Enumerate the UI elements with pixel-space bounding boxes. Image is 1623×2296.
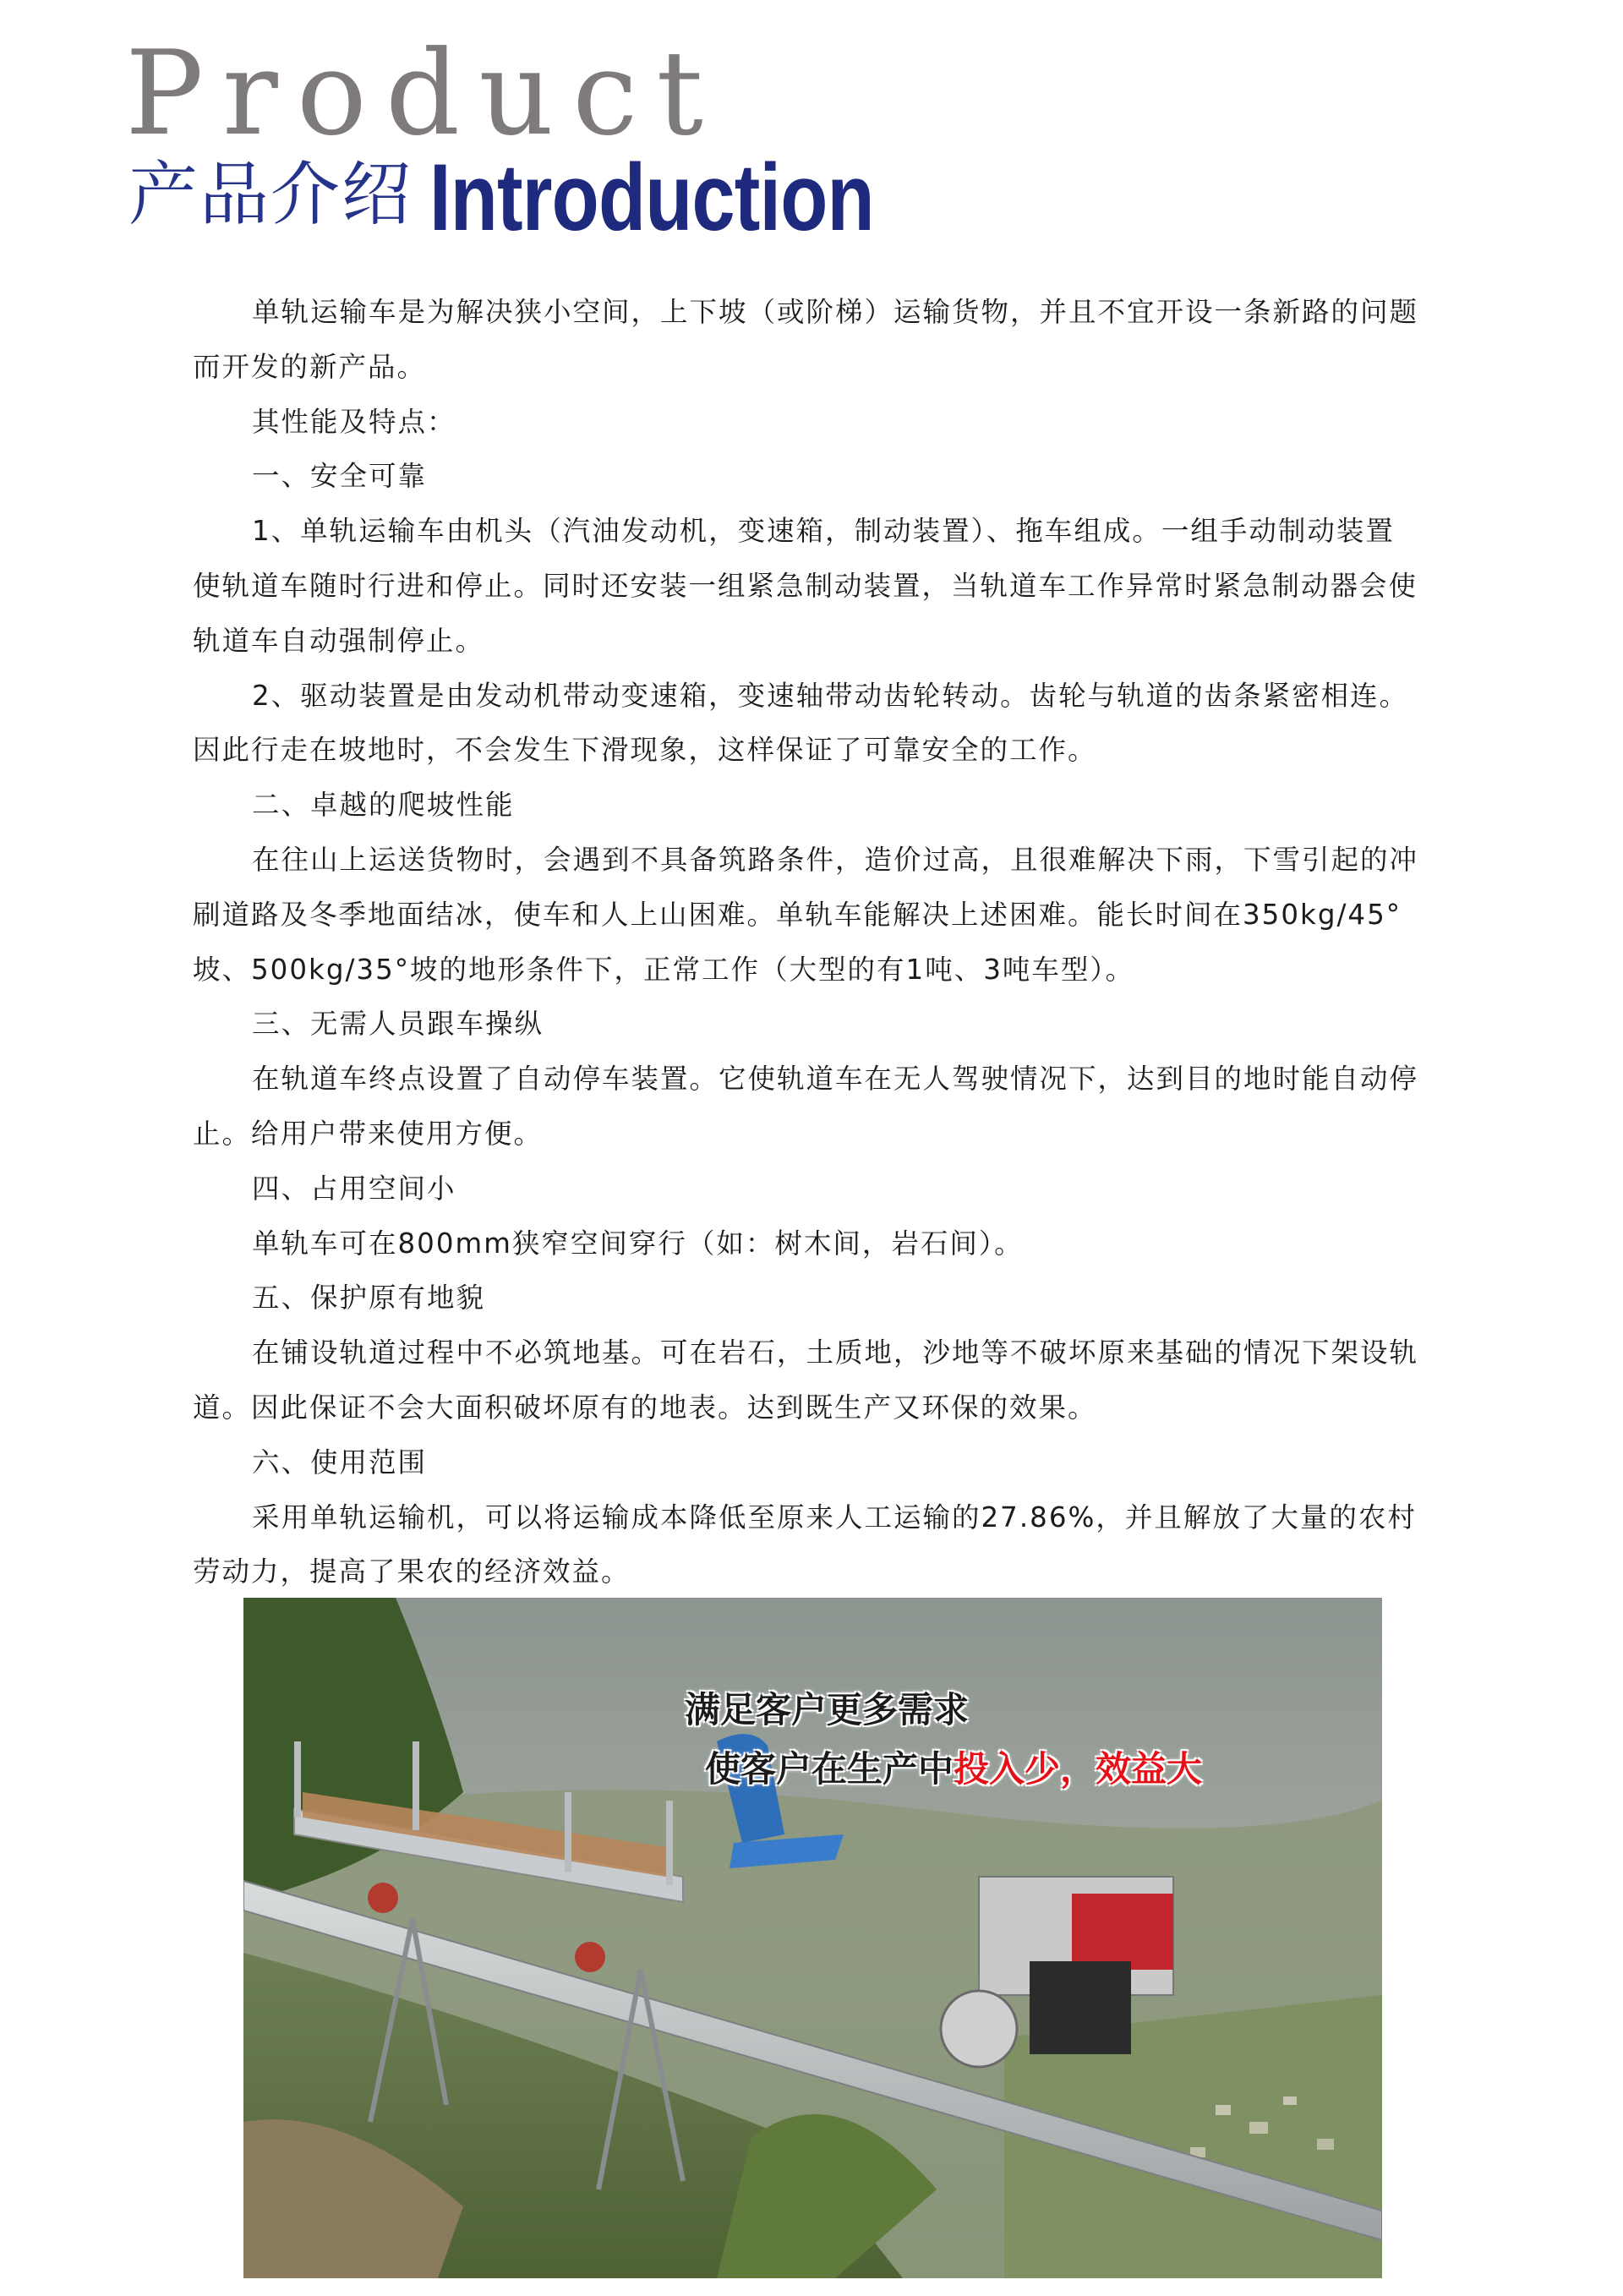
caption-highlight-1: 投入少，: [953, 1748, 1096, 1790]
section-heading: 一、安全可靠: [252, 460, 428, 493]
section-heading: 六、使用范围: [252, 1446, 428, 1479]
caption-prefix: 使客户在生产中: [704, 1748, 954, 1790]
caption-highlight-2: 效益大: [1096, 1748, 1203, 1790]
header-product-word: Product: [125, 25, 722, 161]
paragraph: 单轨车可在800mm狭窄空间穿行（如：树木间，岩石间）。: [252, 1227, 1024, 1260]
photo-caption-line2: [649, 1741, 1258, 1792]
intro-body: [193, 285, 1418, 1599]
product-photo: [243, 1598, 1382, 2278]
section-heading: 二、卓越的爬坡性能: [252, 789, 515, 822]
section-heading: 三、无需人员跟车操纵: [252, 1008, 544, 1041]
photo-caption-line1: 满足客户更多需求: [684, 1689, 969, 1730]
paragraph: 1、单轨运输车由机头（汽油发动机，变速箱，制动装置）、拖车组成。一组手动制动装置使轨道车随时行进和停止。同时还安装一组紧急制动装置，当轨道车工作异常时紧急制动器会使轨道车自动强制停止。: [193, 515, 1418, 657]
paragraph: 采用单轨运输机，可以将运输成本降低至原来人工运输的27.86%，并且解放了大量的农村劳动力，提高了果农的经济效益。: [193, 1501, 1417, 1588]
paragraph: 其性能及特点：: [252, 405, 456, 438]
section-heading: 四、占用空间小: [252, 1172, 456, 1205]
section-heading: 五、保护原有地貌: [252, 1282, 486, 1315]
header-title-cn: 产品介绍: [128, 155, 413, 235]
paragraph: 在轨道车终点设置了自动停车装置。它使轨道车在无人驾驶情况下，达到目的地时能自动停止。给用户带来使用方便。: [193, 1063, 1419, 1150]
paragraph: 在铺设轨道过程中不必筑地基。可在岩石，土质地，沙地等不破坏原来基础的情况下架设轨道。因此保证不会大面积破坏原有的地表。达到既生产又环保的效果。: [193, 1337, 1419, 1424]
paragraph: 单轨运输车是为解决狭小空间，上下坡（或阶梯）运输货物，并且不宜开设一条新路的问题而开发的新产品。: [193, 296, 1419, 383]
paragraph: 2、驱动装置是由发动机带动变速箱，变速轴带动齿轮转动。齿轮与轨道的齿条紧密相连。因此行走在坡地时，不会发生下滑现象，这样保证了可靠安全的工作。: [193, 679, 1409, 767]
paragraph: 在往山上运送货物时，会遇到不具备筑路条件，造价过高，且很难解决下雨，下雪引起的冲刷道路及冬季地面结冰，使车和人上山困难。单轨车能解决上述困难。能长时间在350kg/45°坡、500kg/35°坡的地形条件下，正常工作（大型的有1吨、3吨车型）。: [193, 843, 1419, 986]
header-title-en: Introduction: [429, 145, 874, 250]
